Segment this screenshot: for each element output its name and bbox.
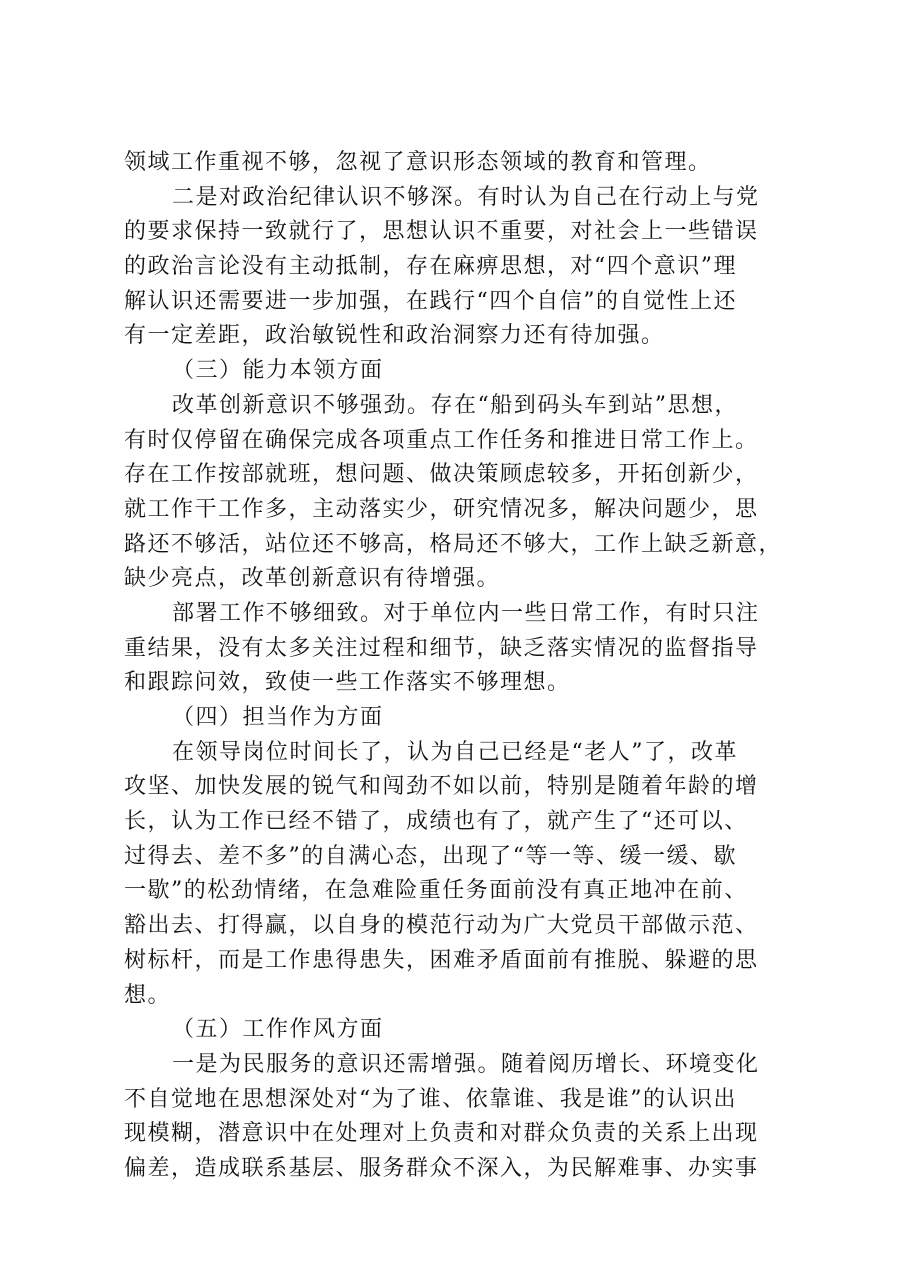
text-line: 部署工作不够细致。对于单位内一些日常工作，有时只注 <box>172 600 760 626</box>
text-line: 现模糊，潜意识中在处理对上负责和对群众负责的关系上出现 <box>124 1121 759 1147</box>
text-line: 树标杆，而是工作患得患失，困难矛盾面前有推脱、躲避的思 <box>124 947 759 973</box>
text-line: 缺少亮点，改革创新意识有待增强。 <box>124 566 501 592</box>
text-line: 长，认为工作已经不错了，成绩也有了，就产生了“还可以、 <box>124 809 748 835</box>
text-line: 在领导岗位时间长了，认为自己已经是“老人”了，改革 <box>172 739 738 765</box>
text-line: 和跟踪问效，致使一些工作落实不够理想。 <box>124 670 571 696</box>
text-line: 领域工作重视不够，忽视了意识形态领域的教育和管理。 <box>124 150 712 175</box>
text-line: 的政治言论没有主动抵制，存在麻痹思想，对“四个意识”理 <box>124 254 737 280</box>
text-line: 偏差，造成联系基层、服务群众不深入，为民解难事、办实事 <box>124 1155 759 1181</box>
text-line: 二是对政治纪律认识不够深。有时认为自己在行动上与党 <box>172 184 760 210</box>
document-body <box>124 146 814 1187</box>
text-line: （四）担当作为方面 <box>172 705 384 730</box>
text-line: 有一定差距，政治敏锐性和政治洞察力还有待加强。 <box>124 323 665 349</box>
text-line: 就工作干工作多，主动落实少，研究情况多，解决问题少，思 <box>124 496 759 522</box>
text-line: 攻坚、加快发展的锐气和闯劲不如以前，特别是随着年龄的增 <box>124 774 759 800</box>
text-line: 想。 <box>124 982 172 1008</box>
text-line: 豁出去、打得赢，以自身的模范行动为广大党员干部做示范、 <box>124 913 759 939</box>
text-line: 路还不够活，站位还不够高，格局还不够大，工作上缺乏新意， <box>124 531 783 557</box>
text-line: 一是为民服务的意识还需增强。随着阅历增长、环境变化 <box>172 1051 760 1077</box>
text-line: 改革创新意识不够强劲。存在“船到码头车到站”思想， <box>172 392 738 418</box>
text-line: 过得去、差不多”的自满心态，出现了“等一等、缓一缓、歇 <box>124 843 737 869</box>
text-line: 有时仅停留在确保完成各项重点工作任务和推进日常工作上。 <box>124 427 759 453</box>
text-line: 重结果，没有太多关注过程和细节，缺乏落实情况的监督指导 <box>124 635 759 661</box>
text-line: 解认识还需要进一步加强，在践行“四个自信”的自觉性上还 <box>124 288 737 314</box>
text-line: （五）工作作风方面 <box>172 1017 384 1043</box>
text-line: 存在工作按部就班，想问题、做决策顾虑较多，开拓创新少， <box>124 462 759 488</box>
text-line: （三）能力本领方面 <box>172 358 384 384</box>
text-line: 不自觉地在思想深处对“为了谁、依靠谁、我是谁”的认识出 <box>124 1086 737 1112</box>
text-line: 的要求保持一致就行了，思想认识不重要，对社会上一些错误 <box>124 219 759 245</box>
text-line: 一歇”的松劲情绪，在急难险重任务面前没有真正地冲在前、 <box>124 878 748 904</box>
